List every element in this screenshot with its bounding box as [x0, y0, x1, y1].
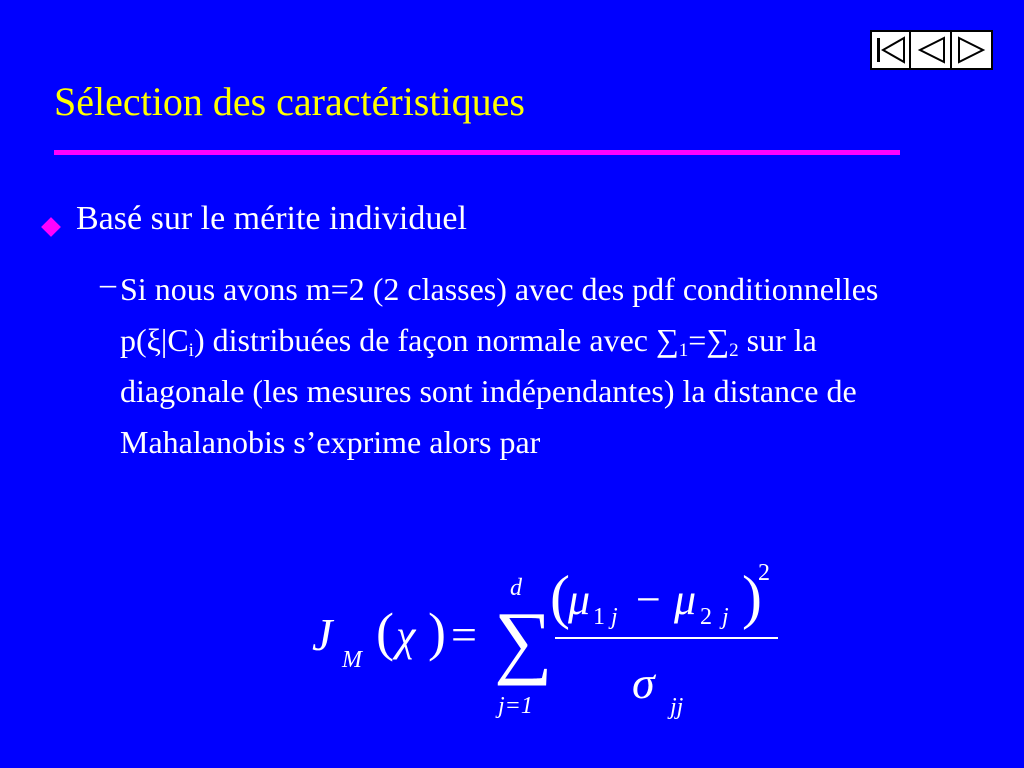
bullet-text: Basé sur le mérite individuel: [76, 200, 467, 237]
sub-bullet-text-part: sur la diagonale (les mesures sont indépendantes) la distance de Mahalanobis s’exprime alors par: [120, 322, 857, 460]
formula-equals: =: [451, 609, 477, 660]
sub-bullet-text: [120, 264, 880, 468]
dash-bullet: –: [100, 265, 116, 301]
formula-power: 2: [758, 560, 770, 586]
previous-icon: [914, 35, 948, 65]
formula-mu1-sub: 1: [593, 604, 605, 630]
formula-mu1-subj: j: [611, 604, 618, 630]
formula-mu2-sub: 2: [700, 604, 712, 630]
slide-navigation: [870, 30, 993, 70]
formula-open-paren: (: [376, 602, 394, 662]
subscript-2: 2: [729, 340, 739, 361]
formula-mu1: μ: [568, 575, 591, 624]
formula-m: M: [342, 647, 362, 673]
previous-slide-button[interactable]: [911, 30, 952, 70]
subscript-i: i: [188, 340, 194, 361]
slide-title: Sélection des caractéristiques: [54, 79, 525, 124]
skip-back-icon: [874, 35, 908, 65]
formula-num-close: ): [742, 564, 762, 630]
formula-mu2-subj: j: [722, 604, 729, 630]
next-icon: [955, 35, 989, 65]
formula-j: J: [312, 609, 333, 660]
formula-sum-lower: j=1: [498, 693, 533, 719]
first-slide-button[interactable]: [870, 30, 911, 70]
sub-bullet-text-part: ) distribuées de façon normale avec ∑: [193, 322, 679, 358]
subscript-1: 1: [678, 340, 689, 361]
formula-sum: ∑: [494, 595, 553, 686]
next-slide-button[interactable]: [952, 30, 993, 70]
formula-sigma-sub: jj: [670, 694, 684, 720]
sub-bullet-text-part: Si nous avons m=2 (2 classes) avec des pdf conditionnelles p(ξ|C: [120, 271, 879, 358]
formula-sigma: σ: [632, 657, 655, 708]
formula-sum-upper: d: [510, 575, 522, 601]
sub-bullet-text-part: =∑: [688, 322, 730, 358]
formula-chi: χ: [396, 611, 416, 660]
formula-minus: −: [636, 575, 661, 624]
formula-num-open: (: [550, 564, 570, 630]
title-divider: [54, 150, 900, 155]
diamond-bullet-icon: [40, 216, 62, 238]
mahalanobis-formula: [310, 540, 790, 720]
formula-mu2: μ: [674, 575, 697, 624]
formula-close-paren: ): [428, 602, 446, 662]
